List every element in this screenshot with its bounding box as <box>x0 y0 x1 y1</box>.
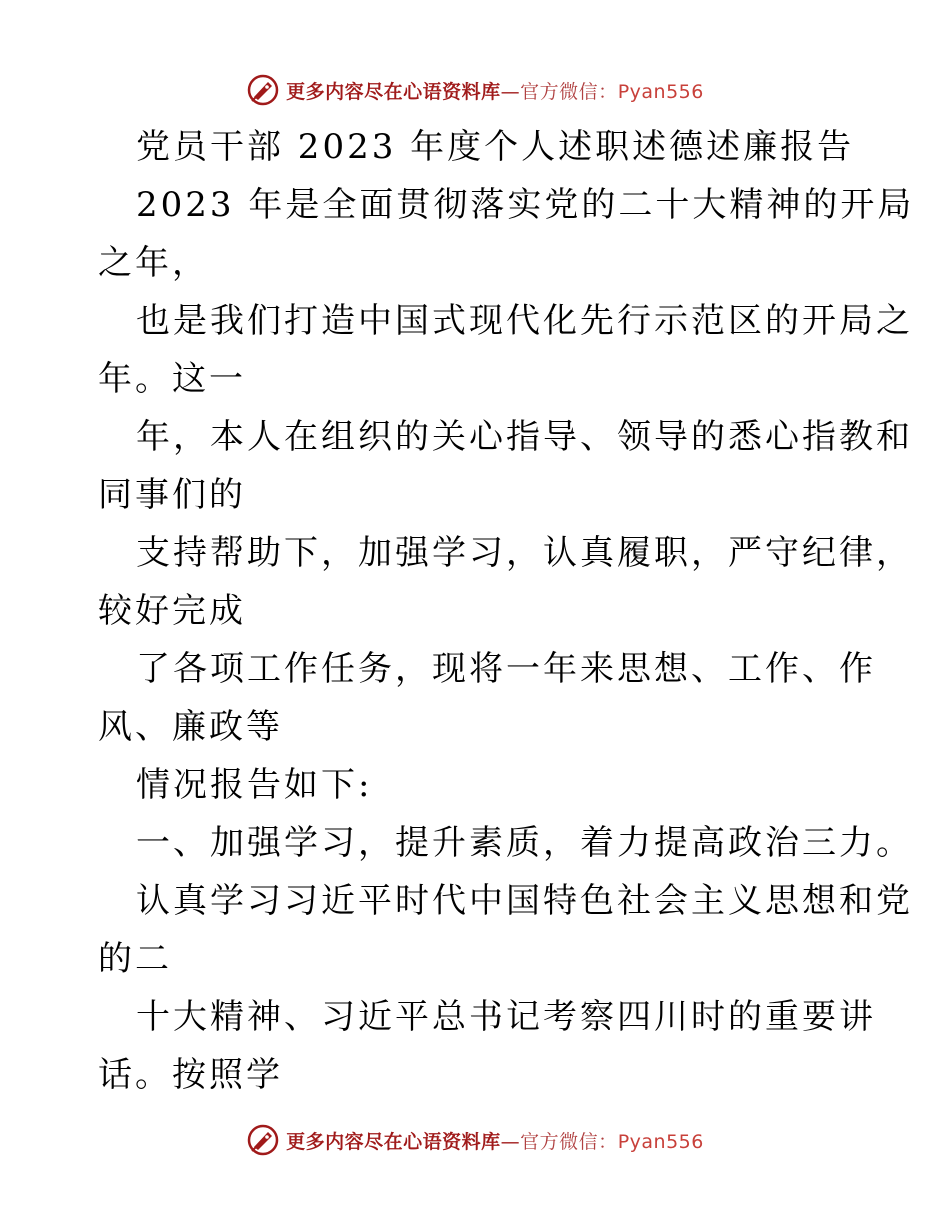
text-line: 较好完成 <box>98 591 246 631</box>
banner-text <box>286 1127 704 1154</box>
banner-separator: — <box>500 1130 521 1153</box>
text-line: 了各项工作任务，现将一年来思想、工作、作 <box>136 649 876 689</box>
footer-banner <box>0 1120 950 1160</box>
text-line: 之年， <box>98 243 209 283</box>
text-line: 话。按照学 <box>98 1055 283 1095</box>
banner-wechat-label: 官方微信： <box>520 1130 618 1153</box>
text-line: 的二 <box>98 939 172 979</box>
document-title: 党员干部 2023 年度个人述职述德述廉报告 <box>136 127 855 167</box>
banner-brand: 更多内容尽在心语资料库 <box>286 1130 501 1153</box>
banner-text <box>286 77 704 104</box>
text-line: 也是我们打造中国式现代化先行示范区的开局之 <box>136 301 913 341</box>
banner-separator: — <box>500 80 521 103</box>
document-body <box>98 118 915 1104</box>
text-line: 2023 年是全面贯彻落实党的二十大精神的开局 <box>136 185 915 225</box>
section-heading: 一、加强学习，提升素质，着力提高政治三力。 <box>136 823 913 863</box>
banner-brand: 更多内容尽在心语资料库 <box>286 80 501 103</box>
text-line: 认真学习习近平时代中国特色社会主义思想和党 <box>136 881 913 921</box>
text-line: 十大精神、习近平总书记考察四川时的重要讲 <box>136 997 876 1037</box>
text-line: 年，本人在组织的关心指导、领导的悉心指教和 <box>136 417 913 457</box>
header-banner <box>0 70 950 110</box>
text-line: 风、廉政等 <box>98 707 283 747</box>
pen-nib-logo-icon <box>246 1123 280 1157</box>
pen-nib-logo-icon <box>246 73 280 107</box>
banner-wechat-handle: Pyan556 <box>617 80 704 103</box>
text-line: 年。这一 <box>98 359 246 399</box>
text-line: 同事们的 <box>98 475 246 515</box>
banner-wechat-label: 官方微信： <box>520 80 618 103</box>
text-line: 情况报告如下: <box>136 765 373 805</box>
banner-wechat-handle: Pyan556 <box>617 1130 704 1153</box>
text-line: 支持帮助下，加强学习，认真履职，严守纪律， <box>136 533 913 573</box>
